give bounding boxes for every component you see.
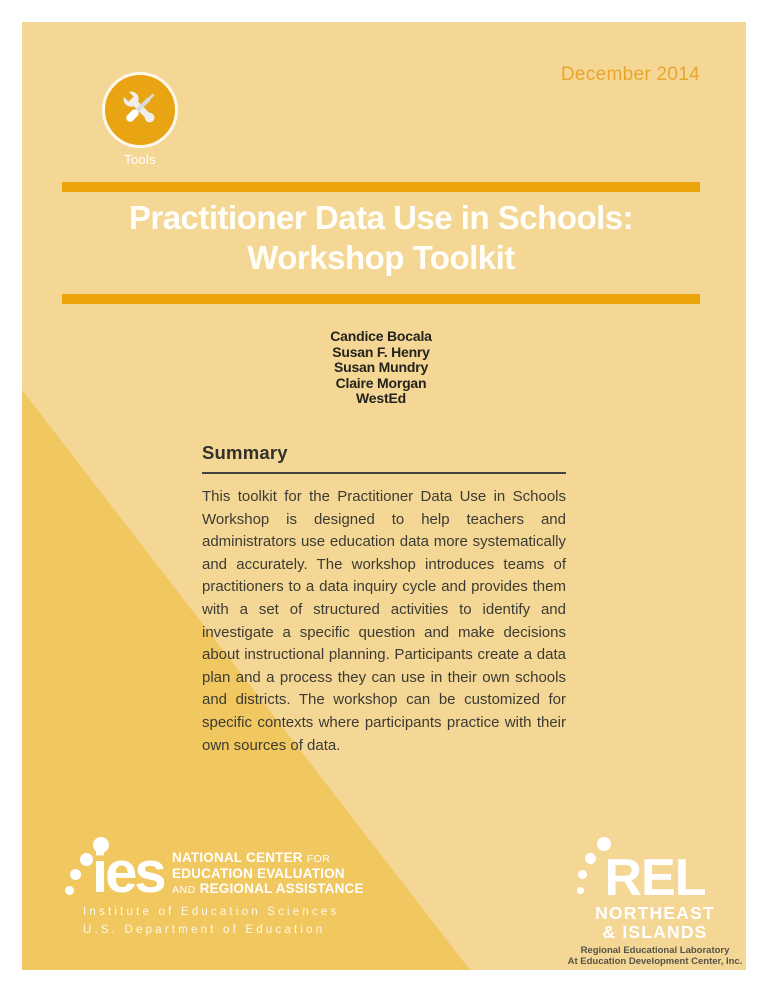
ies-logo-acronym: ies [92,840,164,905]
author-name: Susan F. Henry [332,343,430,360]
author-affiliation: WestEd [356,390,406,407]
rel-sub-text [560,945,746,967]
tools-icon [117,85,163,136]
ncee-line1-light: FOR [306,853,331,865]
report-cover-page [22,22,746,970]
rel-logo-acronym: REL [604,849,706,907]
rel-sub-line1: Regional Educational Laboratory [580,945,730,956]
ncee-line3 [172,882,364,898]
publication-date: December 2014 [560,64,700,85]
author-name: Susan Mundry [333,359,429,376]
author-name: Candice Bocala [330,328,432,344]
rel-sub-line2: At Education Development Center, Inc. [567,956,743,967]
accent-bar-top [62,182,700,192]
page-title-line2: Workshop Toolkit [247,239,515,276]
summary-divider [202,472,566,474]
rel-logo-block [560,849,746,967]
ncee-line1-bold: NATIONAL CENTER [172,850,303,865]
ncee-line2: EDUCATION EVALUATION [172,865,345,881]
page-title [62,198,700,278]
summary-section [202,442,566,757]
authors-block [62,329,700,407]
rel-region-line2: & ISLANDS [602,921,708,942]
page-title-line1: Practitioner Data Use in Schools: [128,199,634,236]
author-name: Claire Morgan [335,374,427,391]
ncee-line3-bold: REGIONAL ASSISTANCE [199,880,364,896]
ncee-line3-light: AND [172,883,196,896]
ies-department-line: U.S. Department of Education [83,924,326,936]
tools-badge [102,72,178,148]
accent-bar-bottom [62,294,700,304]
tools-badge-label: Tools [124,152,156,167]
ies-institute-line: Institute of Education Sciences [83,906,340,918]
rel-region-line1: NORTHEAST [595,903,715,923]
summary-text: This toolkit for the Practitioner Data Use in Schools Workshop is designed to help teachers and administrators use education data more systematically and accurately. The workshop introduces teams of practitioners to a data inquiry cycle and provides them with a set of structured activities to identify and investigate a specific question and make decisions about instructional planning. Participants create a data plan and a process they can use in their own schools and districts. The workshop can be customized for specific contexts where participants practice with their own sources of data. [202,488,566,754]
ncee-line1 [172,851,364,867]
summary-heading: Summary [202,442,288,463]
ncee-wordmark [172,851,364,897]
